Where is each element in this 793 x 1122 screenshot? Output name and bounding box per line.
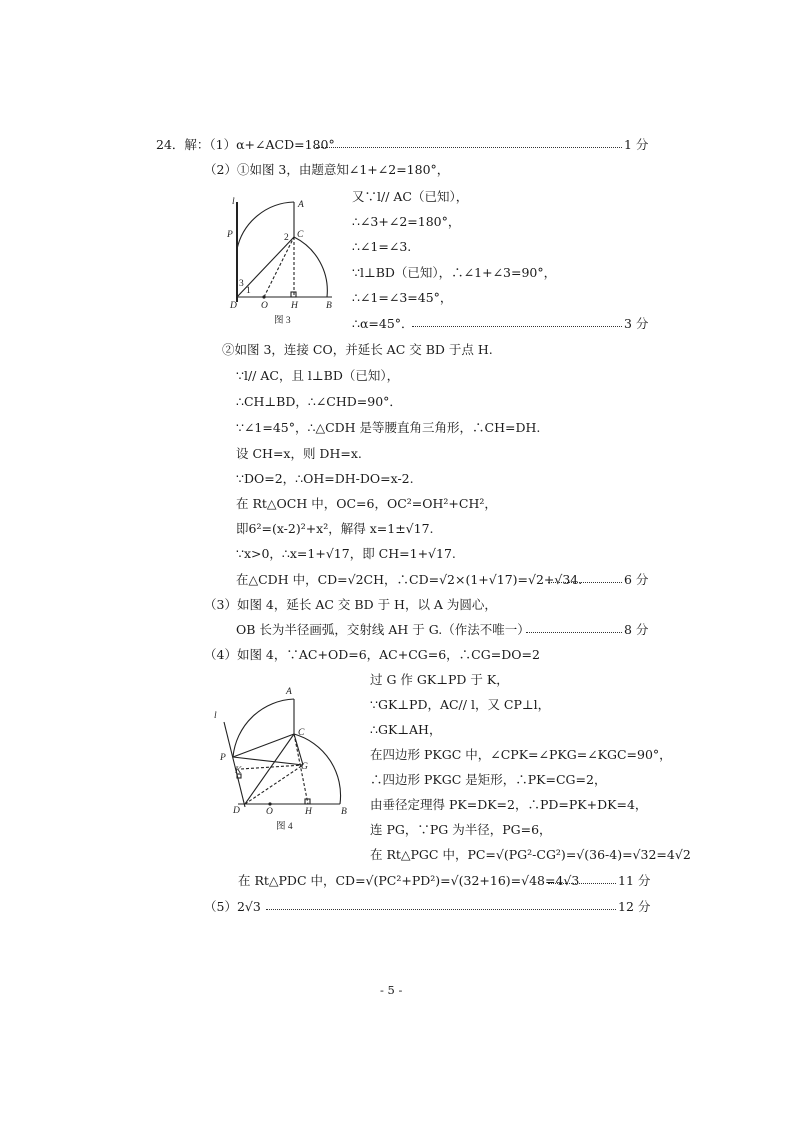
p3-line-1: （3）如图 4，延长 AC 交 BD 于 H，以 A 为圆心，	[204, 597, 497, 612]
leader-dots	[412, 326, 622, 327]
p2b-line-7: 在 Rt△OCH 中，OC=6，OC²=OH²+CH²，	[236, 496, 497, 511]
fig3-label-h: H	[291, 301, 298, 311]
p2b-line-1: ②如图 3，连接 CO，并延长 AC 交 BD 于点 H.	[222, 342, 493, 357]
page-number: - 5 -	[380, 983, 403, 997]
fig4-caption: 图 4	[276, 822, 293, 832]
score-1: 1 分	[624, 137, 649, 152]
p2b-line-4: ∵∠1=45°，∴△CDH 是等腰直角三角形，∴CH=DH.	[236, 420, 541, 435]
fig4-label-p: P	[220, 753, 226, 763]
score-3: 3 分	[624, 316, 649, 331]
p5-line: （5）2√3	[204, 899, 261, 914]
center-point-o	[262, 295, 265, 298]
p2-line-6: ∴∠1=∠3=45°，	[352, 290, 453, 305]
p2-line-4: ∴∠1=∠3.	[352, 239, 412, 254]
center-point-o	[268, 802, 271, 805]
fig3-label-1: 1	[246, 286, 251, 296]
fig3-label-c: C	[297, 230, 304, 240]
p2b-line-6: ∵DO=2，∴OH=DH-DO=x-2.	[236, 471, 414, 486]
fig3-label-3: 3	[239, 279, 244, 289]
fig3-label-a: A	[298, 200, 304, 210]
p2b-line-9: ∵x>0，∴x=1+√17，即 CH=1+√17.	[236, 546, 456, 561]
p2b-line-8: 即6²=(x-2)²+x²，解得 x=1±√17.	[236, 521, 434, 536]
p4-line-8: 连 PG，∵PG 为半径，PG=6，	[370, 822, 552, 837]
p2-line-2: 又∵l// AC（已知），	[352, 189, 469, 204]
leader-dots	[548, 582, 622, 583]
leader-dots	[316, 147, 622, 148]
fig4-label-a: A	[286, 687, 292, 697]
p4-line-4: ∴GK⊥AH，	[370, 722, 442, 737]
score-6: 6 分	[624, 572, 649, 587]
p2-line-1: （2）①如图 3，由题意知∠1+∠2=180°，	[204, 162, 450, 177]
p4-line-10: 在 Rt△PDC 中，CD=√(PC²+PD²)=√(32+16)=√48=4√3	[238, 873, 580, 888]
p4-line-9: 在 Rt△PGC 中，PC=√(PG²-CG²)=√(36-4)=√32=4√2	[370, 847, 691, 862]
leader-dots	[526, 632, 622, 633]
fig4-label-d: D	[233, 806, 240, 816]
p2b-line-10: 在△CDH 中，CD=√2CH，∴CD=√2×(1+√17)=√2+√34.	[236, 572, 583, 587]
p3-line-2: OB 长为半径画弧，交射线 AH 于 G.（作法不唯一）	[236, 622, 530, 637]
p4-line-1: （4）如图 4，∵AC+OD=6，AC+CG=6，∴CG=DO=2	[204, 647, 540, 662]
figure-3	[222, 192, 347, 327]
p4-line-7: 由垂径定理得 PK=DK=2，∴PD=PK+DK=4，	[370, 797, 648, 812]
score-12: 12 分	[618, 899, 651, 914]
leader-dots	[266, 909, 616, 910]
p2-line-3: ∴∠3+∠2=180°，	[352, 214, 461, 229]
fig4-label-k: K	[235, 766, 242, 776]
fig3-label-l: l	[232, 197, 235, 207]
leader-dots	[548, 883, 616, 884]
p2b-line-2: ∵l// AC，且 l⊥BD（已知），	[236, 368, 400, 383]
fig3-label-p: P	[227, 230, 233, 240]
p4-line-5: 在四边形 PKGC 中，∠CPK=∠PKG=∠KGC=90°，	[370, 747, 672, 762]
fig3-caption: 图 3	[274, 316, 291, 326]
score-8: 8 分	[624, 622, 649, 637]
fig4-label-l: l	[214, 711, 217, 721]
score-11: 11 分	[618, 873, 651, 888]
fig4-label-b: B	[341, 807, 347, 817]
p2b-line-3: ∴CH⊥BD，∴∠CHD=90°．	[236, 394, 402, 409]
q24-header: 24．解：（1）α+∠ACD=180°	[156, 137, 335, 152]
p4-line-2: 过 G 作 GK⊥PD 于 K，	[370, 672, 509, 687]
fig3-label-2: 2	[284, 233, 289, 243]
fig3-label-o: O	[261, 301, 268, 311]
p2b-line-5: 设 CH=x，则 DH=x.	[236, 446, 362, 461]
fig4-label-g: G	[301, 762, 308, 772]
p2-line-5: ∵l⊥BD（已知），∴∠1+∠3=90°，	[352, 265, 557, 280]
p4-line-6: ∴四边形 PKGC 是矩形，∴PK=CG=2，	[370, 772, 607, 787]
p2-line-7: ∴α=45°．	[352, 316, 414, 331]
fig4-label-o: O	[266, 807, 273, 817]
fig3-label-d: D	[230, 301, 237, 311]
figure-4	[208, 682, 358, 837]
fig4-label-h: H	[305, 807, 312, 817]
fig4-label-c: C	[298, 728, 305, 738]
fig3-label-b: B	[326, 301, 332, 311]
p4-line-3: ∵GK⊥PD，AC// l，又 CP⊥l，	[370, 697, 551, 712]
